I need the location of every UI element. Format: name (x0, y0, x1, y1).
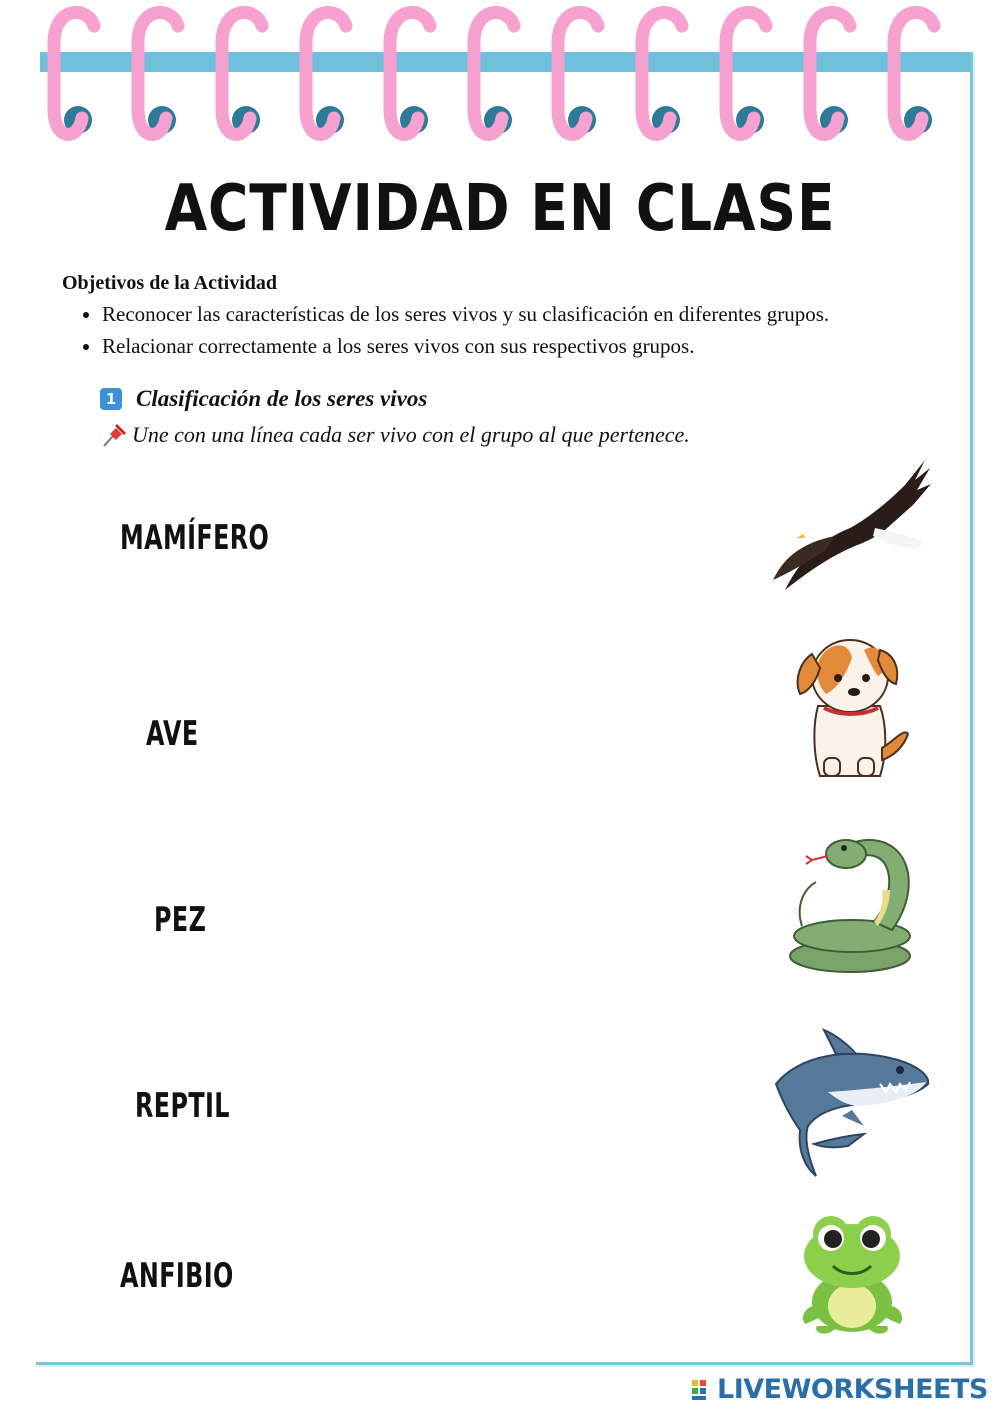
number-one-badge-icon: 1 (100, 388, 122, 410)
binding-ring (810, 12, 850, 134)
binding-ring (894, 12, 934, 134)
binding-ring (474, 12, 514, 134)
binding-ring (726, 12, 766, 134)
binding-ring (138, 12, 178, 134)
instruction-row (100, 422, 690, 448)
objectives-heading: Objetivos de la Actividad (62, 272, 278, 294)
objective-item: • Reconocer las características de los seres vivos y su clasificación en diferentes grupos. (102, 302, 829, 326)
group-label-ave[interactable]: AVE (146, 714, 199, 754)
group-label-reptil[interactable]: REPTIL (135, 1086, 230, 1126)
group-label-anfibio[interactable]: ANFIBIO (120, 1256, 234, 1296)
binding-ring (306, 12, 346, 134)
binding-ring (222, 12, 262, 134)
liveworksheets-logo[interactable] (692, 1374, 988, 1405)
binding-ring (54, 12, 94, 134)
pushpin-icon (100, 422, 128, 448)
dog-image[interactable] (798, 640, 908, 776)
frog-image[interactable] (795, 1208, 910, 1340)
spiral-binding (0, 0, 1000, 160)
page-title: ACTIVIDAD EN CLASE (164, 172, 836, 246)
binding-ring (642, 12, 682, 134)
objective-item: • Relacionar correctamente a los seres vivos con sus respectivos grupos. (102, 334, 829, 358)
objectives-list (80, 302, 829, 366)
section-title: Clasificación de los seres vivos (136, 386, 428, 411)
snake-image[interactable] (782, 830, 922, 978)
instruction-text: Une con una línea cada ser vivo con el grupo al que pertenece. (132, 422, 690, 447)
group-label-mamifero[interactable]: MAMÍFERO (120, 518, 270, 558)
binding-ring (558, 12, 598, 134)
group-label-pez[interactable]: PEZ (154, 900, 207, 940)
shark-image[interactable] (768, 1026, 933, 1184)
liveworksheets-brand: LIVEWORKSHEETS (717, 1374, 988, 1405)
section-header (100, 386, 427, 412)
eagle-image[interactable] (765, 450, 935, 595)
liveworksheets-mark-icon (692, 1378, 714, 1402)
binding-ring (390, 12, 430, 134)
